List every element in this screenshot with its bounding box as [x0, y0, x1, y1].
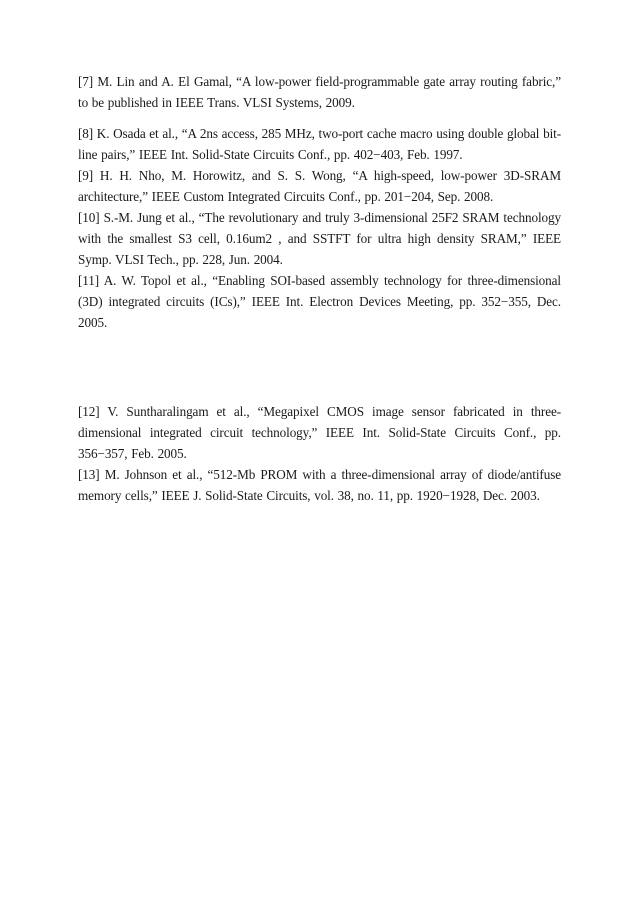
reference-12: [12] V. Suntharalingam et al., “Megapixel CMOS image sensor fabricated in three-dimensional integrated circuit technology,” IEEE Int. Solid-State Circuits Conf., pp. 356−357, Feb. 2005. — [78, 404, 561, 461]
reference-11: [11] A. W. Topol et al., “Enabling SOI-based assembly technology for three-dimensional (3D) integrated circuits (ICs),” IEEE Int. Electron Devices Meeting, pp. 352−355, Dec. 2005. — [78, 273, 561, 330]
reference-13: [13] M. Johnson et al., “512-Mb PROM with a three-dimensional array of diode/antifuse memory cells,” IEEE J. Solid-State Circuits, vol. 38, no. 11, pp. 1920−1928, Dec. 2003. — [78, 467, 561, 503]
reference-7: [7] M. Lin and A. El Gamal, “A low-power field-programmable gate array routing fabric,” to be published in IEEE Trans. VLSI Systems, 2009. — [78, 74, 561, 110]
reference-8: [8] K. Osada et al., “A 2ns access, 285 MHz, two-port cache macro using double global bit-line pairs,” IEEE Int. Solid-State Circuits Conf., pp. 402−403, Feb. 1997. — [78, 126, 561, 162]
reference-9: [9] H. H. Nho, M. Horowitz, and S. S. Wong, “A high-speed, low-power 3D-SRAM architecture,” IEEE Custom Integrated Circuits Conf., pp. 201−204, Sep. 2008. — [78, 168, 561, 204]
reference-10: [10] S.-M. Jung et al., “The revolutionary and truly 3-dimensional 25F2 SRAM technology with the smallest S3 cell, 0.16um2 , and SSTFT for ultra high density SRAM,” IEEE Symp. VLSI Tech., pp. 228, Jun. 2004. — [78, 210, 561, 267]
